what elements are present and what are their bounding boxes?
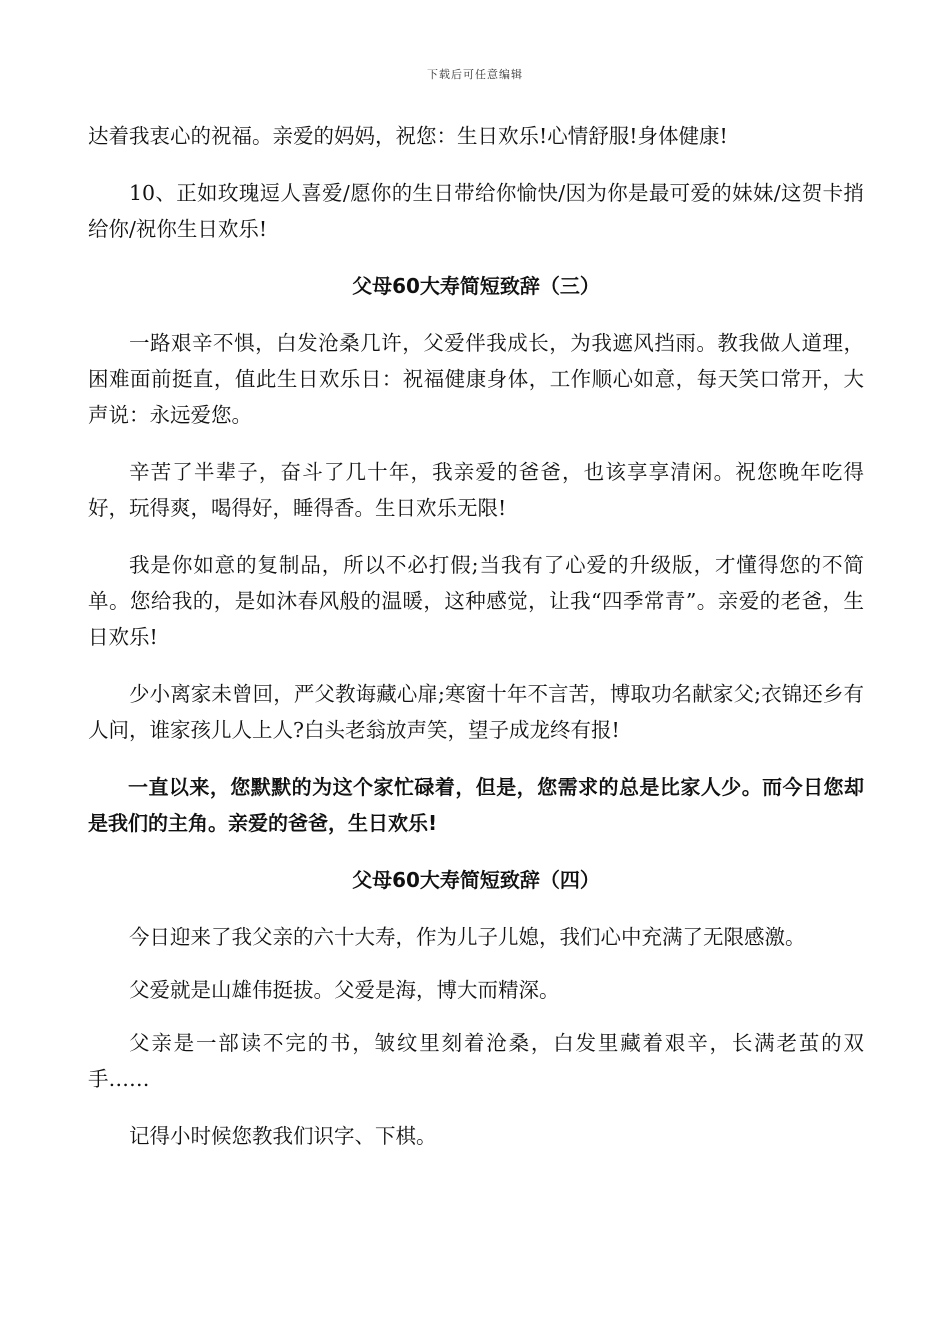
document-body — [88, 118, 864, 1175]
paragraph-wish-10: 10、正如玫瑰逗人喜爱/愿你的生日带给你愉快/因为你是最可爱的妹妹/这贺卡捎给你/祝你生日欢乐! — [88, 181, 864, 241]
paragraph: 一路艰辛不惧，白发沧桑几许，父爱伴我成长，为我遮风挡雨。教我做人道理，困难面前挺直，值此生日欢乐日：祝福健康身体，工作顺心如意，每天笑口常开，大声说：永远爱您。 — [88, 331, 864, 427]
paragraph: 父亲是一部读不完的书，皱纹里刻着沧桑，白发里藏着艰辛，长满老茧的双手…… — [88, 1031, 864, 1091]
section-heading-4: 父母60大寿简短致辞（四） — [352, 868, 600, 892]
section-heading-3: 父母60大寿简短致辞（三） — [352, 274, 600, 298]
paragraph: 记得小时候您教我们识字、下棋。 — [129, 1124, 437, 1148]
paragraph: 父爱就是山雄伟挺拔。父爱是海，博大而精深。 — [129, 978, 560, 1002]
paragraph: 我是你如意的复制品，所以不必打假;当我有了心爱的升级版，才懂得您的不简单。您给我的，是如沐春风般的温暖，这种感觉，让我“四季常青”。亲爱的老爸，生日欢乐! — [88, 553, 864, 649]
paragraph-bold: 一直以来，您默默的为这个家忙碌着，但是，您需求的总是比家人少。而今日您却是我们的主角。亲爱的爸爸，生日欢乐! — [88, 775, 864, 835]
paragraph: 辛苦了半辈子，奋斗了几十年，我亲爱的爸爸，也该享享清闲。祝您晚年吃得好，玩得爽，喝得好，睡得香。生日欢乐无限! — [88, 460, 864, 520]
paragraph-continuation: 达着我衷心的祝福。亲爱的妈妈，祝您：生日欢乐!心情舒服!身体健康! — [88, 124, 728, 148]
page-header: 下载后可任意编辑 — [427, 68, 523, 81]
paragraph: 今日迎来了我父亲的六十大寿，作为儿子儿媳，我们心中充满了无限感激。 — [129, 925, 806, 949]
paragraph: 少小离家未曾回，严父教诲藏心扉;寒窗十年不言苦，博取功名献家父;衣锦还乡有人问，谁家孩儿人上人?白头老翁放声笑，望子成龙终有报! — [88, 682, 864, 742]
